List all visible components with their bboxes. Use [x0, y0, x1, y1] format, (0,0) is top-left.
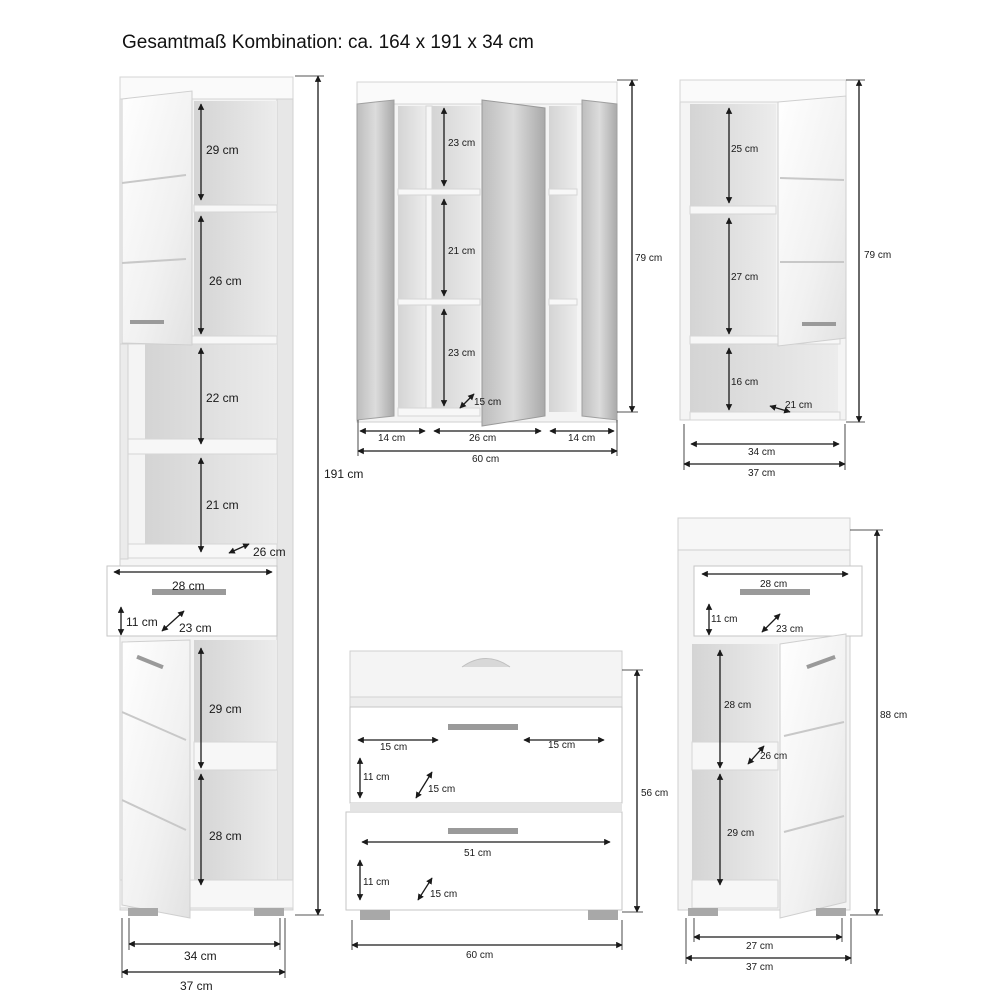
dim-label: 60 cm — [466, 950, 494, 961]
dim-label: 26 cm — [469, 433, 497, 444]
dim-label: 14 cm — [568, 433, 596, 444]
dim-label: 34 cm — [748, 447, 776, 458]
dim-label: 34 cm — [184, 949, 217, 963]
dim-label: 14 cm — [378, 433, 406, 444]
wall-cabinet — [680, 80, 846, 420]
dim-label: 51 cm — [464, 848, 492, 859]
dim-label: 79 cm — [864, 250, 892, 261]
dim-label: 37 cm — [746, 962, 774, 973]
dim-label: 26 cm — [760, 751, 788, 762]
dim-label: 15 cm — [380, 742, 408, 753]
dim-label: 28 cm — [172, 579, 205, 593]
dim-label: 29 cm — [727, 828, 755, 839]
dim-label: 15 cm — [548, 740, 576, 751]
door-handle-icon — [130, 320, 164, 324]
dim-label: 37 cm — [748, 468, 776, 479]
dim-label: 23 cm — [448, 138, 476, 149]
dim-label: 25 cm — [731, 144, 759, 155]
dim-label: 56 cm — [641, 788, 669, 799]
dim-label: 28 cm — [724, 700, 752, 711]
dim-label: 11 cm — [126, 615, 158, 629]
dim-label: 23 cm — [776, 624, 804, 635]
dim-label: 22 cm — [206, 391, 239, 405]
dim-label: 23 cm — [179, 621, 212, 635]
dim-label: 15 cm — [428, 784, 456, 795]
tall-cabinet — [107, 77, 293, 918]
dim-label: 23 cm — [448, 348, 476, 359]
side-cabinet — [678, 518, 862, 918]
dim-label: 26 cm — [209, 274, 242, 288]
mirror-cabinet — [357, 82, 617, 426]
dim-label: 27 cm — [731, 272, 759, 283]
dim-label: 191 cm — [324, 467, 364, 481]
page-title: Gesamtmaß Kombination: ca. 164 x 191 x 34 cm — [122, 32, 534, 53]
dim-label: 37 cm — [180, 979, 213, 993]
dim-label: 88 cm — [880, 710, 908, 721]
dim-label: 27 cm — [746, 941, 774, 952]
dim-label: 11 cm — [363, 877, 390, 888]
dim-label: 11 cm — [711, 614, 738, 625]
dim-label: 26 cm — [253, 545, 286, 559]
dim-label: 60 cm — [472, 454, 500, 465]
dim-label: 21 cm — [448, 246, 476, 257]
dim-label: 15 cm — [430, 889, 458, 900]
dim-label: 29 cm — [206, 143, 239, 157]
dim-label: 15 cm — [474, 397, 502, 408]
dim-label: 28 cm — [760, 579, 788, 590]
dim-label: 79 cm — [635, 253, 663, 264]
dim-label: 29 cm — [209, 702, 242, 716]
dim-label: 21 cm — [206, 498, 239, 512]
dim-label: 16 cm — [731, 377, 759, 388]
dim-label: 11 cm — [363, 772, 390, 783]
dim-label: 21 cm — [785, 400, 813, 411]
dim-label: 28 cm — [209, 829, 242, 843]
